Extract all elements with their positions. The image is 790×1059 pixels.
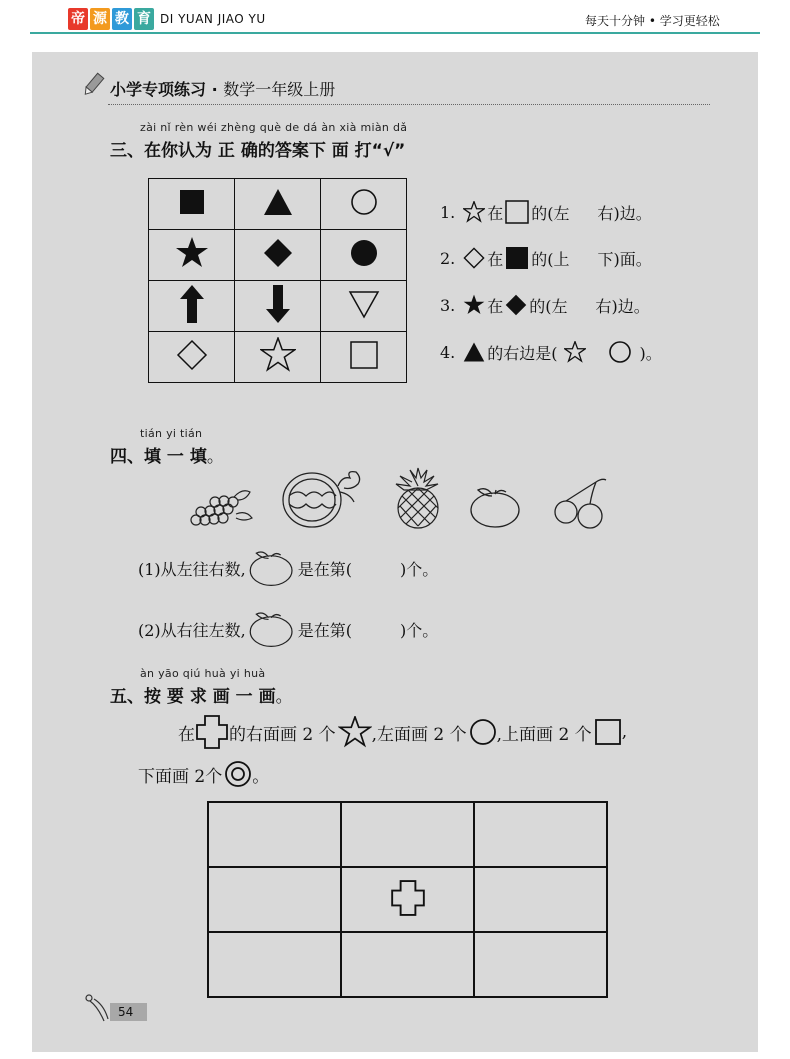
- fill-question-text: (1)从左往右数,: [138, 559, 246, 579]
- fill-question-end: )个。: [400, 620, 439, 640]
- grapes-icon: [186, 484, 256, 530]
- fill-question-text: 是在第(: [297, 620, 353, 640]
- circle-icon[interactable]: [608, 340, 632, 364]
- instruction-text: ,左面画 2 个: [371, 724, 467, 745]
- section4-title-row: [110, 442, 224, 467]
- orange-icon: [246, 609, 298, 649]
- section4-title: 四、填 一 填: [110, 447, 207, 467]
- book-title-sub: 数学一年级上册: [223, 80, 336, 99]
- pineapple-icon: [390, 466, 446, 530]
- section5-title-row: [110, 682, 293, 707]
- filled-square-icon: [177, 187, 207, 217]
- drawing-grid: [207, 801, 608, 998]
- star-icon: [260, 337, 296, 373]
- brand-pinyin: DI YUAN JIAO YU: [160, 12, 266, 26]
- filled-diamond-icon: [263, 238, 293, 268]
- cherries-icon: [552, 476, 612, 532]
- option-a[interactable]: 的(左: [529, 296, 568, 316]
- fill-question-2: [138, 609, 438, 649]
- cross-icon: [195, 714, 229, 750]
- star-icon[interactable]: [564, 341, 586, 363]
- filled-square-icon: [505, 246, 529, 270]
- fill-question-text: (2)从右往左数,: [138, 620, 246, 640]
- section5-pinyin: àn yāo qiú huà yi huà: [140, 667, 266, 680]
- section5-title-end: 。: [275, 687, 293, 707]
- filled-star-icon: [463, 294, 485, 316]
- instruction-text: 下面画 2个: [138, 766, 223, 787]
- shape-grid: [148, 178, 407, 383]
- option-b[interactable]: 右)边。: [595, 296, 650, 316]
- logo-char: 帝: [68, 8, 88, 30]
- filled-triangle-icon: [263, 187, 293, 217]
- diamond-icon: [463, 247, 485, 269]
- title-divider: [108, 104, 710, 105]
- square-icon: [505, 200, 529, 224]
- section4-pinyin: tián yi tián: [140, 427, 203, 440]
- question-end: )。: [639, 343, 662, 363]
- section5-title: 五、按 要 求 画 一 画: [110, 687, 276, 707]
- filled-circle-icon: [349, 238, 379, 268]
- instruction-text: 的右面画 2 个: [229, 724, 336, 745]
- swirl-icon: [84, 993, 110, 1023]
- brand-logo: [68, 8, 154, 30]
- header-divider: [30, 32, 760, 34]
- section3-title: 三、在你认为 正 确的答案下 面 打“√”: [110, 141, 406, 161]
- draw-instruction-2: [138, 760, 269, 788]
- logo-char: 教: [112, 8, 132, 30]
- orange-icon: [468, 484, 524, 530]
- filled-triangle-icon: [463, 341, 485, 363]
- question-4: [440, 340, 662, 364]
- star-icon: [338, 716, 372, 748]
- diamond-icon: [176, 339, 208, 371]
- question-1: [440, 200, 652, 224]
- square-icon: [594, 718, 622, 746]
- grid-cell[interactable]: [208, 932, 341, 997]
- option-b[interactable]: 下)面。: [597, 249, 652, 269]
- filled-diamond-icon: [505, 294, 527, 316]
- instruction-text: 在: [178, 724, 195, 745]
- fill-question-end: )个。: [400, 559, 439, 579]
- circle-icon: [469, 718, 497, 746]
- instruction-text: ,上面画 2 个: [496, 724, 592, 745]
- book-title-main: 小学专项练习: [110, 80, 207, 99]
- grid-cell[interactable]: [474, 867, 607, 932]
- option-b[interactable]: 右)边。: [597, 203, 652, 223]
- grid-cell[interactable]: [208, 802, 341, 867]
- double-circle-icon: [224, 760, 252, 788]
- book-title-sep: ·: [206, 80, 224, 99]
- pencil-icon: [80, 72, 106, 98]
- circle-icon: [349, 187, 379, 217]
- page-number: 54: [110, 1003, 147, 1021]
- question-number: 2.: [440, 248, 456, 268]
- question-2: [440, 246, 652, 270]
- grid-cell[interactable]: [341, 932, 474, 997]
- question-text: 在: [487, 249, 504, 269]
- orange-icon: [246, 548, 298, 588]
- question-3: [440, 293, 650, 317]
- logo-char: 源: [90, 8, 110, 30]
- fill-question-1: [138, 548, 438, 588]
- option-a[interactable]: 的(上: [531, 249, 570, 269]
- filled-star-icon: [175, 236, 209, 270]
- watermelon-icon: [280, 466, 368, 530]
- instruction-text: ,: [621, 722, 628, 742]
- question-number: 3.: [440, 295, 456, 315]
- grid-cell-center[interactable]: [341, 867, 474, 932]
- logo-char: 育: [134, 8, 154, 30]
- down-triangle-icon: [348, 289, 380, 319]
- up-arrow-icon: [179, 284, 205, 324]
- grid-cell[interactable]: [474, 932, 607, 997]
- header-slogan: 每天十分钟 • 学习更轻松: [585, 14, 720, 28]
- star-icon: [463, 201, 485, 223]
- grid-cell[interactable]: [341, 802, 474, 867]
- question-text: 在: [487, 296, 504, 316]
- section4-title-end: 。: [206, 447, 224, 467]
- fill-question-text: 是在第(: [297, 559, 353, 579]
- question-text: 的右边是(: [487, 343, 558, 363]
- question-text: 在: [487, 203, 504, 223]
- question-number: 4.: [440, 342, 456, 362]
- section3-pinyin: zài nǐ rèn wéi zhèng què de dá àn xià miàn dǎ: [140, 121, 408, 134]
- cross-icon: [390, 879, 426, 917]
- instruction-text: 。: [252, 766, 270, 787]
- option-a[interactable]: 的(左: [531, 203, 570, 223]
- draw-instruction-1: [178, 714, 627, 750]
- square-icon: [349, 340, 379, 370]
- book-title: [110, 77, 335, 100]
- down-arrow-icon: [265, 284, 291, 324]
- grid-cell[interactable]: [474, 802, 607, 867]
- question-number: 1.: [440, 202, 456, 222]
- grid-cell[interactable]: [208, 867, 341, 932]
